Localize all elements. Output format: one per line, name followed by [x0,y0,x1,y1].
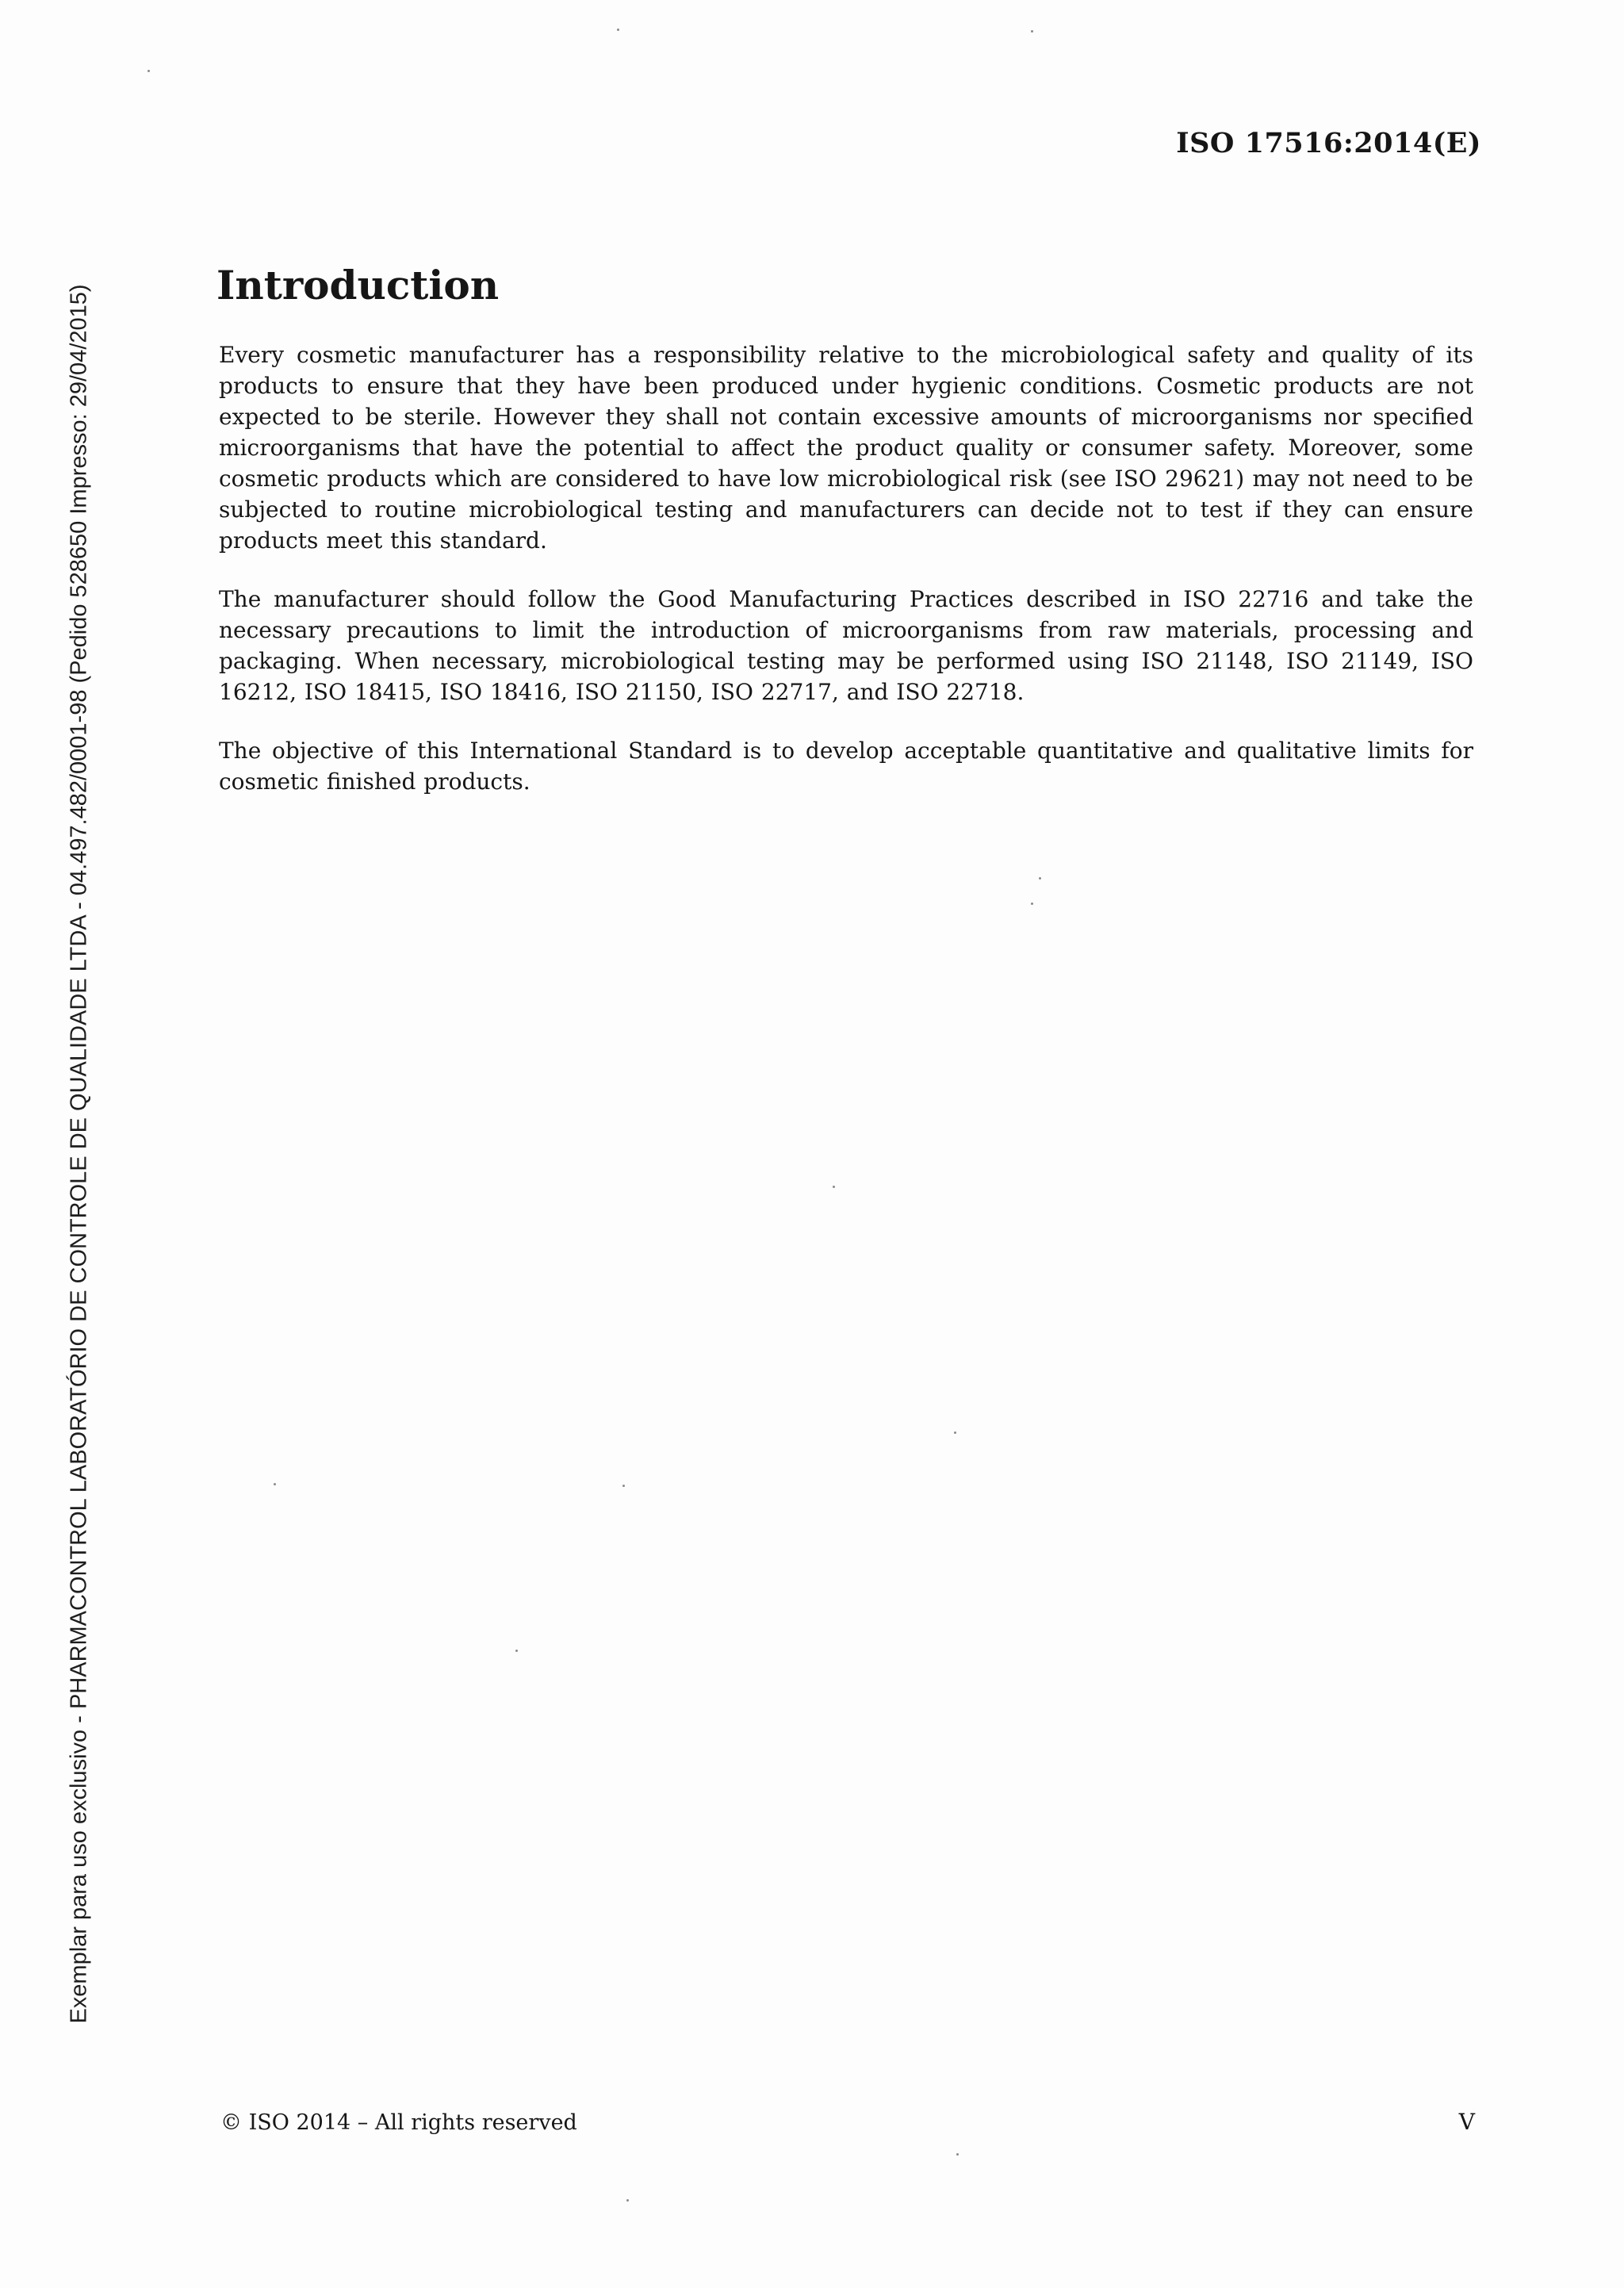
scan-speck [956,2153,959,2156]
scan-speck [626,2199,629,2202]
copyright-footer: © ISO 2014 – All rights reserved [220,2110,577,2135]
scan-speck [954,1431,956,1434]
scan-speck [274,1483,276,1485]
scan-speck [1031,903,1033,905]
paragraph-1: Every cosmetic manufacturer has a responsibility relative to the microbiological safety and quality of its products to ensure that they have been produced under hygienic conditions. Cosmetic products are not expected to be sterile. However they shall not contain excessive amounts of microorganisms nor specified microorganisms that have the potential to affect the product quality or consumer safety. Moreover, some cosmetic products which are considered to have low microbiological risk (see ISO 29621) may not need to be subjected to routine microbiological testing and manufacturers can decide not to test if they can ensure products meet this standard. [219,342,1473,554]
scan-speck [515,1650,518,1652]
scan-speck [617,29,619,31]
document-id: ISO 17516:2014(E) [1176,127,1481,159]
license-watermark: Exemplar para uso exclusivo - PHARMACONTROL LABORATÓRIO DE CONTROLE DE QUALIDADE LTDA - 04.497.482/0001-98 (Pedido 528650 Impresso: 29/04/2015) [66,284,92,2024]
scan-speck [1039,877,1041,880]
scan-speck [1031,30,1033,33]
paragraph-3: The objective of this International Standard is to develop acceptable quantitative and qualitative limits for cosmetic finished products. [219,738,1473,795]
section-heading: Introduction [216,262,500,309]
page-number: V [1458,2109,1475,2135]
scan-speck [833,1186,835,1188]
paragraph-2: The manufacturer should follow the Good Manufacturing Practices described in ISO 22716 and take the necessary precautions to limit the introduction of microorganisms from raw materials, processing and packaging. When necessary, microbiological testing may be performed using ISO 21148, ISO 21149, ISO 16212, ISO 18415, ISO 18416, ISO 21150, ISO 22717, and ISO 22718. [219,586,1473,705]
scan-speck [622,1485,625,1487]
introduction-body [219,339,1473,825]
scan-speck [147,70,150,72]
